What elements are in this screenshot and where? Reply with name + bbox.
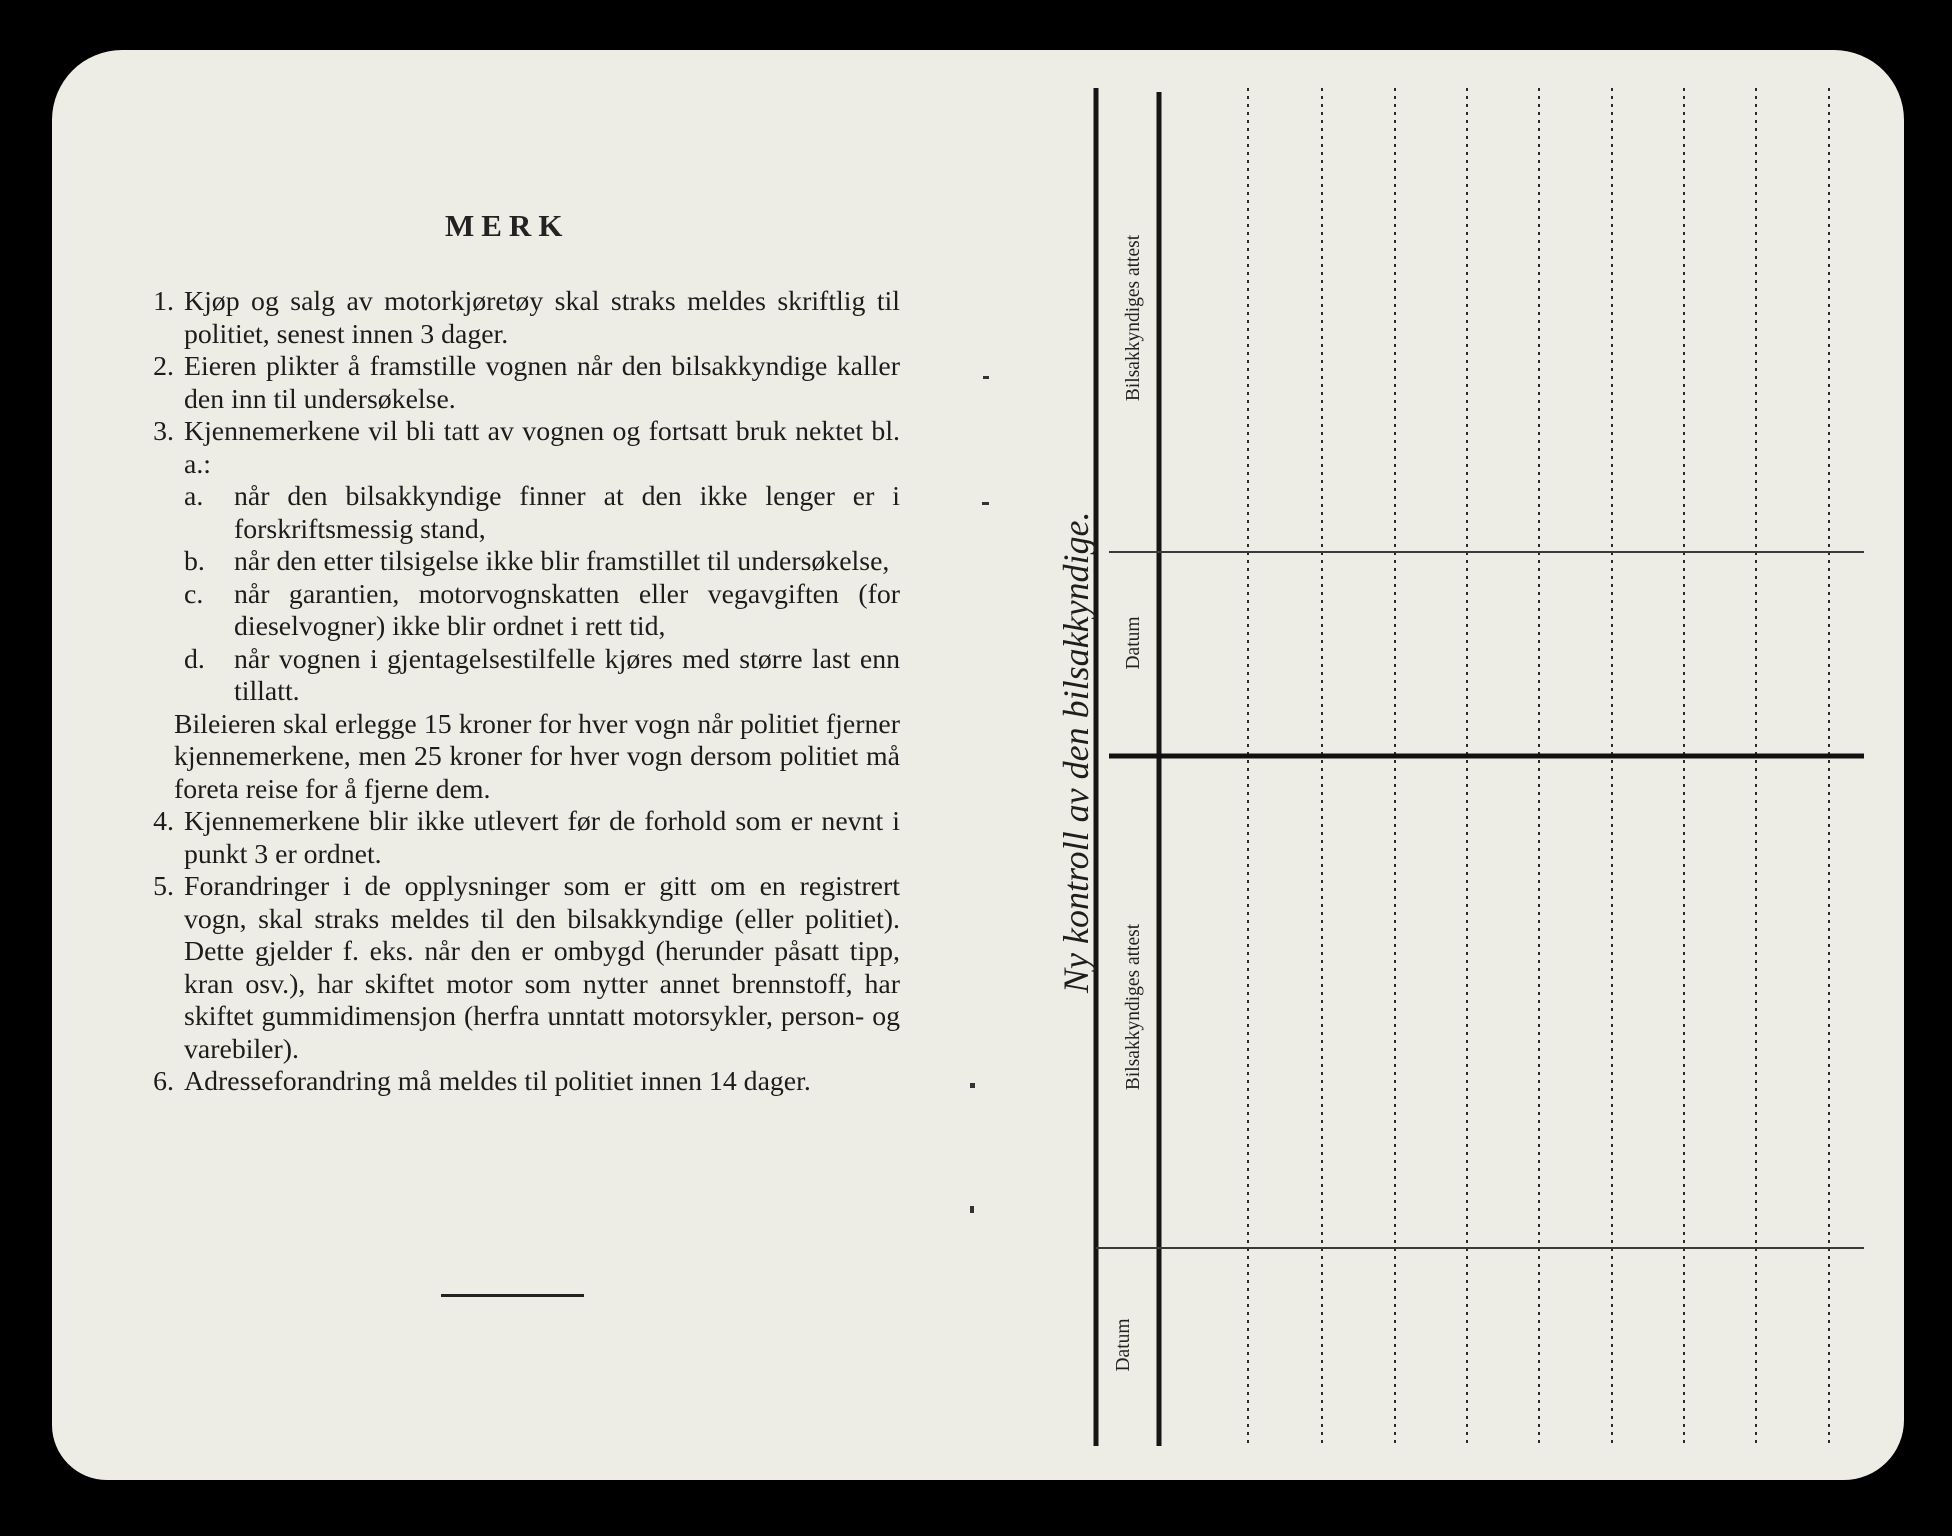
form-title: Ny kontroll av den bilsakkyndige. [1056, 511, 1096, 993]
attest-label: Bilsakkyndiges attest [1123, 234, 1144, 402]
datum-label: Datum [1123, 616, 1144, 670]
item-number: 1. [153, 286, 174, 317]
item-number: 5. [153, 871, 174, 902]
item-text: Eieren plikter å framstille vognen når den bilsakkyndige kaller den inn til undersøkelse. [184, 351, 900, 415]
item-number: 3. [153, 416, 174, 447]
sub-item-text: når den etter tilsigelse ikke blir framstillet til undersøkelse, [234, 546, 890, 577]
notes-title: MERK [445, 208, 570, 243]
sub-item-text: når garantien, motorvognskatten eller vegavgiften (for dieselvogner) ikke blir ordnet i rett tid, [234, 578, 900, 642]
sub-item-letter: d. [184, 643, 205, 675]
attest-label: Bilsakkyndiges attest [1123, 923, 1144, 1091]
sub-item-text: når den bilsakkyndige finner at den ikke lenger er i forskriftsmessig stand, [234, 481, 900, 545]
item-text: Adresseforandring må meldes til politiet innen 14 dager. [184, 1066, 811, 1097]
sub-item-letter: a. [184, 481, 204, 512]
item-text: Kjøp og salg av motorkjøretøy skal straks meldes skriftlig til politiet, senest innen 3 dager. [184, 286, 900, 350]
item-number: 4. [153, 806, 174, 837]
fee-paragraph: Bileieren skal erlegge 15 kroner for hver vogn når politiet fjerner kjennemerkene, men 25 kroner for hver vogn dersom politiet må foreta reise for å fjerne dem. [174, 708, 900, 805]
sub-item-letter: c. [184, 578, 204, 610]
item-number: 2. [153, 351, 174, 382]
sub-item-text: når vognen i gjentagelsestilfelle kjøres med større last enn tillatt. [234, 643, 900, 707]
sub-item-letter: b. [184, 546, 205, 577]
datum-label: Datum [1113, 1318, 1134, 1372]
item-text: Forandringer i de opplysninger som er gitt om en registrert vogn, skal straks meldes til den bilsakkyndige (eller politiet). Dette gjelder f. eks. når den er ombygd (herunder påsatt tipp, kran osv.), har skiftet motor som nytter annet brennstoff, har skiftet gummidimensjon (herfra unntatt motorsykler, person- og varebiler). [184, 871, 900, 1065]
item-text: Kjennemerkene blir ikke utlevert før de forhold som er nevnt i punkt 3 er ordnet. [184, 806, 900, 870]
item-number: 6. [153, 1066, 174, 1097]
item-text: Kjennemerkene vil bli tatt av vognen og fortsatt bruk nektet bl. a.: [184, 416, 900, 480]
